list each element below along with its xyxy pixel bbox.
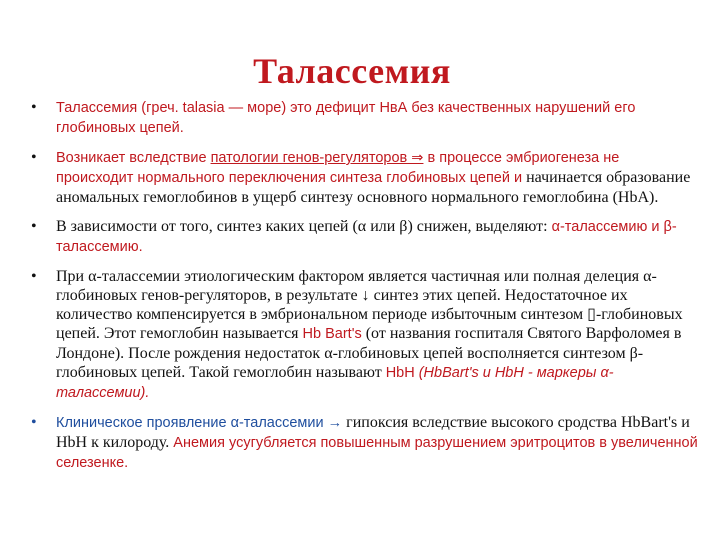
cause-consequence: в процессе эмбриогенеза не происходит нормального переключения синтеза глобиновых цепей и — [56, 150, 620, 186]
slide-title: Талассемия — [253, 51, 451, 91]
bullet-clinical — [30, 413, 698, 473]
types-list: α-талассемию и β-талассемию. — [56, 219, 677, 255]
clinical-anemia: Анемия усугубляется повышенным разрушением эритроцитов в увеличенной селезенке. — [56, 435, 698, 471]
types-intro: В зависимости от того, синтез каких цепей (α или β) снижен, выделяют: — [56, 218, 552, 235]
alpha-text-2: -глобиновых цепей. Этот гемоглобин называется — [56, 306, 683, 342]
bullet-definition — [30, 98, 698, 138]
definition-text: Талассемия (греч. talasia — море) это дефицит НвА без качественных нарушений его глобиновых цепей. — [56, 100, 636, 136]
bullet-list — [30, 98, 698, 483]
markers-note: (HbBart's и HbH - маркеры α-талассемии). — [56, 365, 614, 401]
cause-intro: Возникает вследствие — [56, 150, 211, 166]
bullet-dot-icon: • — [31, 414, 37, 431]
clinical-hypoxia: гипоксия вследствие высокого сродства HbBart's и HbH к килороду. — [56, 414, 690, 451]
bullet-dot-icon: • — [31, 99, 37, 116]
hbh-term: HbH — [385, 365, 415, 381]
cause-result: начинается образование аномальных гемоглобинов в ущерб синтезу основного нормального гемоглобина (HbA). — [56, 169, 691, 206]
bullet-dot-icon: • — [31, 218, 37, 235]
hb-barts-term: Hb Bart's — [302, 326, 362, 342]
bullet-dot-icon: • — [31, 268, 37, 285]
bullet-alpha-thalassemia — [30, 267, 698, 403]
bullet-dot-icon: • — [31, 149, 37, 166]
missing-glyph-icon: ▯ — [587, 306, 596, 323]
regulator-genes-link[interactable]: патологии генов-регуляторов ⇒ — [210, 150, 424, 166]
alpha-text-1: При α-талассемии этиологическим фактором является частичная или полная делеция α-глобиновых генов-регуляторов, в результате ↓ синтез этих цепей. Недостаточное их количество компенсируется в эмбриональном периоде избыточным синтезом — [56, 268, 657, 323]
bullet-types — [30, 217, 698, 257]
alpha-text-3: (от названия госпиталя Святого Варфоломея в Лондоне). После рождения недостаток α-глобиновых цепей восполняется синтезом β-глобиновых цепей. Такой гемоглобин называют — [56, 325, 682, 381]
bullet-cause — [30, 148, 698, 207]
clinical-intro: Клиническое проявление α-талассемии → — [56, 415, 347, 431]
